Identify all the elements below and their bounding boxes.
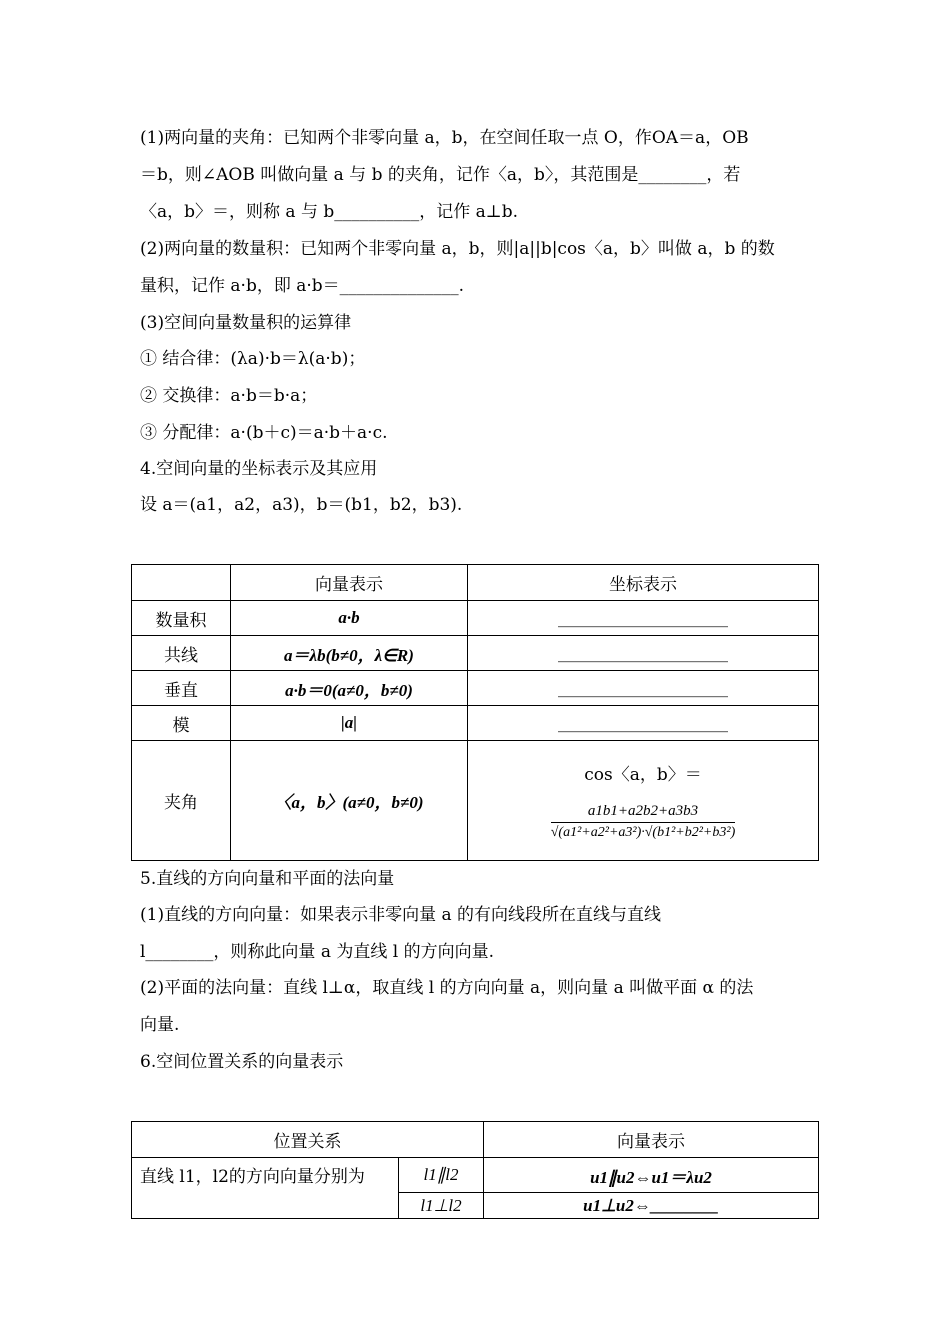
- position-table-header-relation: 位置关系: [132, 1122, 484, 1158]
- sec3-p1-line3: 〈a，b〉＝，则称 a 与 b__________，记作 a⊥b.: [140, 202, 519, 222]
- table-row: [132, 1158, 819, 1193]
- table-row: [132, 706, 819, 741]
- row-name: 夹角: [132, 741, 231, 861]
- law-commutative: ② 交换律：a·b＝b·a；: [140, 386, 318, 406]
- row-vector: a·b: [231, 601, 468, 636]
- vector-parallel: u1∥u2⇔u1＝λu2: [484, 1158, 819, 1193]
- row-name: 数量积: [132, 601, 231, 636]
- row-coord-blank: ____________________: [468, 671, 819, 706]
- cos-label: cos〈a，b〉＝: [584, 765, 702, 785]
- sec3-p2-line1: (2)两向量的数量积：已知两个非零向量 a，b，则|a||b|cos〈a，b〉叫做 a，b 的数: [140, 239, 775, 259]
- position-table: [131, 1121, 819, 1219]
- row-coord-blank: ____________________: [468, 601, 819, 636]
- vector-perpendicular: u1⊥u2⇔________: [484, 1193, 819, 1219]
- sec5-p1-line2: l________，则称此向量 a 为直线 l 的方向向量.: [140, 942, 495, 962]
- angle-formula-cell: [468, 741, 819, 861]
- row-name: 模: [132, 706, 231, 741]
- sec3-p1-line1: (1)两向量的夹角：已知两个非零向量 a，b，在空间任取一点 O，作OA＝a，OB: [140, 128, 749, 148]
- table-row: [132, 636, 819, 671]
- row-vector: a＝λb(b≠0，λ∈R): [231, 636, 468, 671]
- row-name: 垂直: [132, 671, 231, 706]
- coord-table-header-empty: [132, 565, 231, 601]
- sec5-p2-line1: (2)平面的法向量：直线 l⊥α，取直线 l 的方向向量 a，则向量 a 叫做平面 α 的法: [140, 978, 754, 998]
- relation-perpendicular: l1⊥l2: [399, 1193, 484, 1219]
- sec3-p1-line2: ＝b，则∠AOB 叫做向量 a 与 b 的夹角，记作〈a，b〉，其范围是________，若: [140, 165, 741, 185]
- table-row: [132, 601, 819, 636]
- angle-fraction: [551, 803, 736, 841]
- law-associative: ① 结合律：(λa)·b＝λ(a·b)；: [140, 349, 366, 369]
- coord-table: [131, 564, 819, 861]
- sec3-p3: (3)空间向量数量积的运算律: [140, 313, 352, 333]
- relation-parallel: l1∥l2: [399, 1158, 484, 1193]
- position-table-header-vector: 向量表示: [484, 1122, 819, 1158]
- sec5-title: 5.直线的方向向量和平面的法向量: [140, 869, 395, 889]
- sec3-p2-line2: 量积，记作 a·b，即 a·b＝______________.: [140, 276, 465, 296]
- sec5-p1-line1: (1)直线的方向向量：如果表示非零向量 a 的有向线段所在直线与直线: [140, 905, 662, 925]
- sec6-title: 6.空间位置关系的向量表示: [140, 1052, 344, 1072]
- coord-table-header-vector: 向量表示: [231, 565, 468, 601]
- table-row: [132, 741, 819, 861]
- sec4-setup: 设 a＝(a1，a2，a3)，b＝(b1，b2，b3).: [140, 495, 463, 515]
- sec4-title: 4.空间向量的坐标表示及其应用: [140, 459, 378, 479]
- fraction-numerator: a1b1+a2b2+a3b3: [551, 803, 736, 823]
- row-vector: a·b＝0(a≠0，b≠0): [231, 671, 468, 706]
- row-vector: |a|: [231, 706, 468, 741]
- row-coord-blank: ____________________: [468, 706, 819, 741]
- row-label: 直线 l1，l2的方向向量分别为: [132, 1158, 399, 1219]
- row-name: 共线: [132, 636, 231, 671]
- row-vector: 〈a，b〉(a≠0，b≠0): [231, 741, 468, 861]
- law-distributive: ③ 分配律：a·(b＋c)＝a·b＋a·c.: [140, 423, 388, 443]
- coord-table-header-coord: 坐标表示: [468, 565, 819, 601]
- row-coord-blank: ____________________: [468, 636, 819, 671]
- table-row: [132, 671, 819, 706]
- sec5-p2-line2: 向量.: [140, 1015, 180, 1035]
- fraction-denominator: √(a1²+a2²+a3²)·√(b1²+b2²+b3²): [550, 825, 736, 840]
